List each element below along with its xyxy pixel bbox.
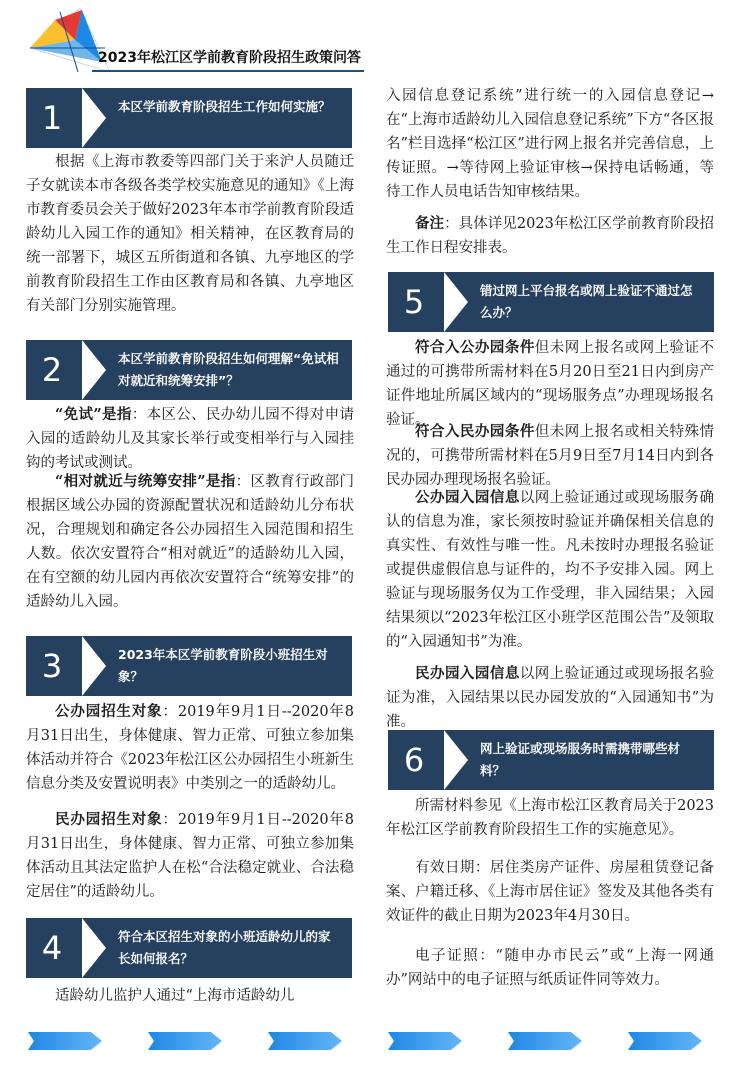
answer-text: ：2019年9月1日--2020年8月31日出生，身体健康、智力正常、可独立参加集体活动且其法定监护人在松“合法稳定就业、合法稳定居住”的适龄幼儿。 [26,812,355,900]
page-header [0,0,741,80]
question-text: 符合本区招生对象的小班适龄幼儿的家长如何报名？ [118,929,331,966]
answer-text: ：具体详见2023年松江区学前教育阶段招生工作日程安排表。 [386,216,714,256]
answer-5-part-1 [386,336,714,432]
answer-3-part-1 [26,700,354,796]
page-title: 2023年松江区学前教育阶段招生政策问答 [98,50,361,66]
answer-text: 适龄幼儿监护人通过“上海市适龄幼儿 [55,988,295,1004]
question-number: 3 [41,647,63,685]
answer-text: ：区教育行政部门根据区域公办园的资源配置状况和适龄幼儿分布状况，合理规划和确定各公办园招生入园范围和招生人数。依次安置符合“相对就近”的适龄幼儿入园，在有空额的幼儿园内再依次安置符合“统筹安排”的适龄幼儿入园。 [26,474,354,610]
arrow-icon [388,1032,462,1050]
arrow-icon [148,1032,222,1050]
question-box-3 [26,636,352,696]
answer-text: 以网上验证通过或现场服务确认的信息为准，家长须按时验证并确保相关信息的真实性、有效性与唯一性。凡未按时办理报名验证或提供虚假信息与证件的，均不予安排入园。网上验证与现场服务仅为工作受理，非入园结果；入园结果须以“2023年松江区小班学区范围公告”及领取的“入园通知书”为准。 [386,490,715,650]
chevron-icon [82,636,106,696]
chevron-icon [82,918,106,978]
question-number: 6 [403,741,425,779]
answer-2-part-1 [26,403,354,475]
answer-text: 根据《上海市教委等四部门关于来沪人员随迁子女就读本市各级各类学校实施意见的通知》《上海市教育委员会关于做好2023年本市学前教育阶段适龄幼儿入园工作的通知》相关精神，在区教育局的统一部署下，城区五所街道和各镇、九亭地区的学前教育阶段招生工作由区教育局和各镇、九亭地区有关部门分别实施管理。 [26,154,354,314]
answer-label: 民办园招生对象 [55,811,163,828]
question-box-4 [26,918,352,978]
question-box-2 [26,340,352,400]
answer-4-start [26,984,354,1008]
answer-label: 公办园招生对象 [55,703,163,720]
triangle-decoration-icon [20,0,110,80]
answer-text: 所需材料参见《上海市松江区教育局关于2023年松江区学前教育阶段招生工作的实施意见》。 [386,798,714,838]
answer-6-part-3 [386,944,714,992]
question-number: 5 [403,283,425,321]
answer-text: 但未网上报名或网上验证不通过的可携带所需材料在5月20日至21日内到房产证件地址所属区域内的“现场服务点”办理现场报名验证。 [386,340,715,428]
answer-text: 有效日期：居住类房产证件、房屋租赁登记备案、户籍迁移、《上海市居住证》签发及其他各类有效证件的截止日期为2023年4月30日。 [386,860,714,924]
question-box-5 [388,272,714,332]
answer-text: 电子证照：“随申办市民云”或“上海一网通办”网站中的电子证照与纸质证件同等效力。 [386,948,714,988]
chevron-icon [82,88,106,148]
question-text: 2023年本区学前教育阶段小班招生对象？ [118,647,328,684]
question-box-1 [26,88,352,148]
answer-text: 入园信息登记系统”进行统一的入园信息登记→在“上海市适龄幼儿入园信息登记系统”下方“各区报名”栏目选择“松江区”进行网上报名并完善信息，上传证照。→等待网上验证审核→保持电话畅通，等待工作人员电话告知审核结果。 [386,88,714,200]
answer-text: 但未网上报名或相关特殊情况的，可携带所需材料在5月9日至7月14日内到各民办园办理现场报名验证。 [386,424,715,488]
arrow-icon [268,1032,342,1050]
answer-5-part-2 [386,420,714,492]
header-divider [92,70,364,72]
question-text: 本区学前教育阶段招生如何理解“免试相对就近和统筹安排”？ [118,351,339,388]
answer-4-continued [386,84,714,204]
answer-6-part-2 [386,856,714,928]
answer-label: 公办园入园信息 [415,489,520,506]
answer-6-part-1 [386,794,714,842]
chevron-icon [444,272,468,332]
answer-label: 民办园入园信息 [415,665,520,682]
question-text: 网上验证或现场服务时需携带哪些材料？ [480,741,681,778]
answer-label: 备注 [415,215,445,232]
answer-text: ：本区公、民办幼儿园不得对申请入园的适龄幼儿及其家长举行或变相举行与入园挂钩的考试或测试。 [26,407,355,471]
answer-4-note [386,212,714,260]
answer-5-part-4 [386,662,714,734]
question-box-6 [388,730,714,790]
answer-text: 以网上验证通过或现场报名验证为准，入园结果以民办园发放的“入园通知书”为准。 [386,666,715,730]
answer-label: “免试”是指 [55,406,132,423]
question-number: 4 [41,929,63,967]
answer-label: “相对就近与统筹安排”是指 [55,473,236,490]
footer-arrows [0,1022,741,1062]
question-text: 本区学前教育阶段招生工作如何实施？ [118,99,331,114]
question-number: 2 [41,351,63,389]
chevron-icon [444,730,468,790]
question-text: 错过网上平台报名或网上验证不通过怎么办？ [480,283,693,320]
arrow-icon [628,1032,702,1050]
answer-label: 符合入民办园条件 [415,423,535,440]
answer-1 [26,150,354,318]
answer-text: ：2019年9月1日--2020年8月31日出生，身体健康、智力正常、可独立参加集体活动并符合《2023年松江区公办园招生小班新生信息分类及安置说明表》中类别之一的适龄幼儿。 [26,704,355,792]
question-number: 1 [41,99,63,137]
answer-2-part-2 [26,470,354,614]
answer-5-part-3 [386,486,714,654]
arrow-icon [28,1032,102,1050]
arrow-icon [508,1032,582,1050]
answer-3-part-2 [26,808,354,904]
answer-label: 符合入公办园条件 [415,339,535,356]
chevron-icon [82,340,106,400]
